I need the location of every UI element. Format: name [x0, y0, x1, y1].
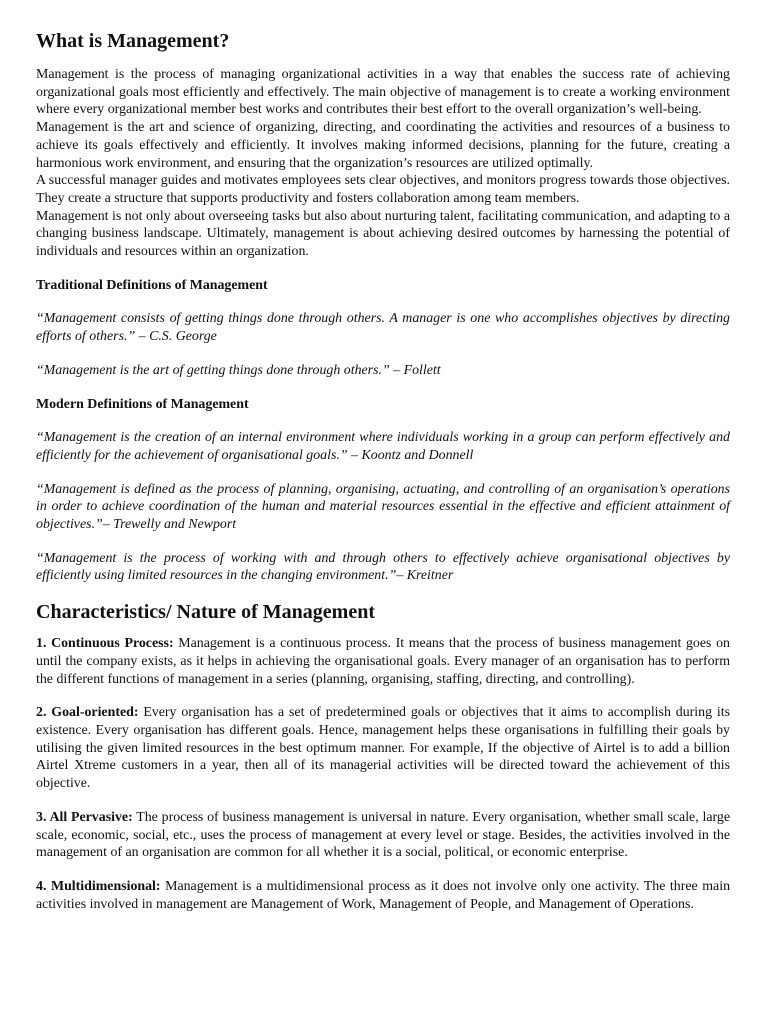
modern-definitions-heading: Modern Definitions of Management	[36, 396, 249, 412]
characteristic-item	[36, 809, 730, 862]
definition-quote: “Management is the process of working with and through others to effectively achieve organisational objectives by efficiently using limited resources in the changing environment.”– Kreitner	[36, 550, 730, 584]
characteristic-item	[36, 635, 730, 688]
characteristic-label: 3. All Pervasive:	[36, 809, 133, 825]
definition-quote: “Management is the art of getting things done through others.” – Follett	[36, 362, 441, 378]
characteristic-label: 4. Multidimensional:	[36, 878, 161, 894]
definition-quote: “Management is defined as the process of planning, organising, actuating, and controlling of an organisation’s operations in order to achieve coordination of the human and material resources essential in the effective and efficient attainment of objectives.”– Trewelly and Newport	[36, 481, 730, 533]
intro-paragraph: Management is the art and science of organizing, directing, and coordinating the activities and resources of a business to achieve its goals effectively and efficiently. It involves making informed decisions, planning for the future, creating a harmonious work environment, and ensuring that the organization’s resources are utilized optimally.	[36, 120, 730, 171]
characteristic-text: Every organisation has a set of predetermined goals or objectives that it aims to accomplish during its existence. Every organisation has different goals. Hence, management helps these organisations in fulfilling their goals by utilising the given limited resources in the best optimum manner. For example, If the objective of Airtel is to add a billion Airtel Xtreme customers in a year, then all of its managerial activities will be directed toward the achievement of this objective.	[36, 705, 730, 792]
intro-section	[36, 66, 730, 261]
characteristic-item	[36, 878, 730, 913]
intro-paragraph: Management is not only about overseeing tasks but also about nurturing talent, facilitating communication, and adapting to a changing business landscape. Ultimately, management is about achieving desired outcomes by harnessing the potential of individuals and resources within an organization.	[36, 208, 730, 260]
characteristic-label: 1. Continuous Process:	[36, 636, 174, 652]
characteristic-text: Management is a continuous process. It means that the process of business management goes on until the company exists, as it helps in achieving the organisational goals. Every manager of an organisation has to perform the different functions of management in a series (planning, organising, staffing, directing, and controlling).	[36, 636, 730, 687]
characteristic-item	[36, 704, 730, 793]
traditional-definitions-heading: Traditional Definitions of Management	[36, 277, 268, 293]
characteristic-text: Management is a multidimensional process as it does not involve only one activity. The three main activities involved in management are Management of Work, Management of People, and Management of Operations.	[36, 878, 731, 912]
intro-paragraph: Management is the process of managing organizational activities in a way that enables the success rate of achieving organizational goals most efficiently and effectively. The main objective of management is to create a working environment where every organizational member best works and contributes their best effort to the overall organization’s well-being.	[36, 67, 730, 118]
characteristic-text: The process of business management is universal in nature. Every organisation, whether small scale, large scale, economic, social, etc., uses the process of management at every level or stage. Besides, the activities involved in the management of an organisation are common for all whether it is a social, political, or economic enterprise.	[36, 809, 730, 861]
characteristics-title: Characteristics/ Nature of Management	[36, 601, 375, 624]
definition-quote: “Management consists of getting things done through others. A manager is one who accomplishes objectives by directing efforts of others.” – C.S. George	[36, 311, 730, 345]
intro-paragraph: A successful manager guides and motivates employees sets clear objectives, and monitors progress towards those objectives. They create a structure that supports productivity and fosters collaboration among team members.	[36, 173, 730, 206]
page-title: What is Management?	[36, 30, 230, 52]
definition-quote: “Management is the creation of an internal environment where individuals working in a group can perform effectively and efficiently for the achievement of organisational goals.” – Koontz and Donnell	[36, 430, 730, 463]
characteristic-label: 2. Goal-oriented:	[36, 705, 139, 721]
